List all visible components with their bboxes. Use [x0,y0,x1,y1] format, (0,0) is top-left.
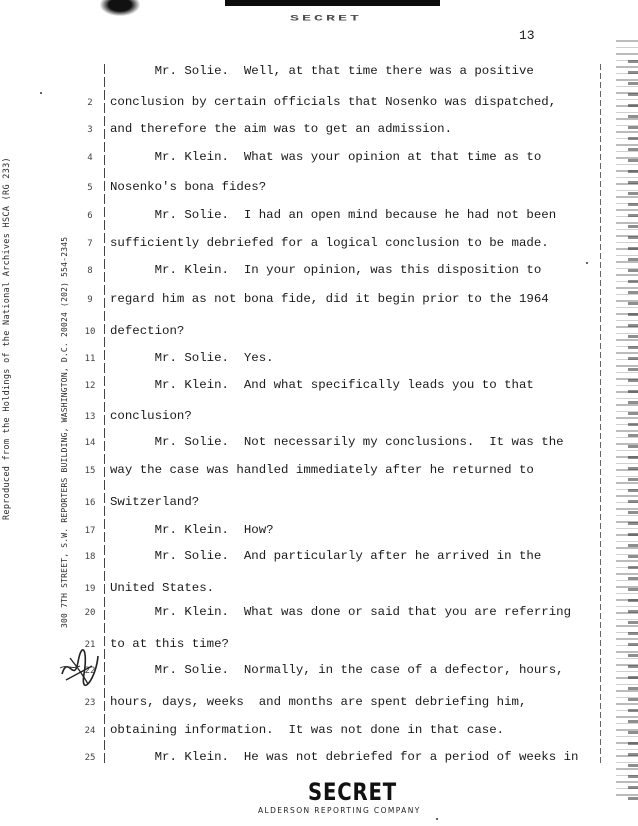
line-number: 20 [84,608,96,618]
transcript-line: Mr. Solie. And particularly after he arrived in the [110,549,542,563]
line-number: 6 [87,211,93,221]
transcript-line: way the case was handled immediately after he returned to [110,463,534,477]
line-number: 5 [87,183,93,193]
line-number: 10 [84,327,96,337]
transcript-line: Mr. Klein. In your opinion, was this disposition to [110,263,542,277]
transcript-line: Mr. Klein. What was done or said that you are referring [110,605,572,619]
transcript-line: Mr. Klein. And what specifically leads you to that [110,378,534,392]
scan-smudge [100,0,140,16]
line-number: 9 [87,295,93,305]
footer-classification: SECRET [308,778,398,806]
line-number: 12 [84,381,96,391]
transcript-line: Mr. Solie. Not necessarily my conclusions. It was the [110,435,564,449]
line-number: 22 [84,666,96,676]
left-margin-rule [104,64,105,764]
transcript-line: Switzerland? [110,495,200,509]
line-number: 3 [87,125,93,135]
transcript-line: sufficiently debriefed for a logical conclusion to be made. [110,236,549,250]
reporter-address: 300 7TH STREET, S.W. REPORTERS BUILDING, WASHINGTON, D.C. 20024 (202) 554-2345 [60,236,69,628]
transcript-line: regard him as not bona fide, did it begin prior to the 1964 [110,292,549,306]
transcript-line: obtaining information. It was not done in that case. [110,723,505,737]
line-number: 7 [87,239,93,249]
transcript-line: Mr. Klein. How? [110,523,274,537]
transcript-line: Mr. Solie. Yes. [110,351,274,365]
page-number: 13 [519,28,535,43]
scan-edge-noise [628,60,638,800]
line-number: 21 [84,640,96,650]
line-number: 8 [87,266,93,276]
transcript-line: United States. [110,581,215,595]
top-classification-stamp: SECRET [290,14,363,24]
transcript-line: Mr. Klein. He was not debriefed for a period of weeks in [110,750,579,764]
line-number: 18 [84,552,96,562]
line-number: 25 [84,753,96,763]
transcript-line: Mr. Solie. Normally, in the case of a defector, hours, [110,663,564,677]
transcript-line: conclusion? [110,409,192,423]
archive-note: Reproduced from the Holdings of the National Archives HSCA (RG 233) [2,157,12,520]
transcript-line: conclusion by certain officials that Nosenko was dispatched, [110,95,557,109]
initials-signature [58,644,102,688]
line-number: 2 [87,98,93,108]
line-number: 17 [84,526,96,536]
footer-company: ALDERSON REPORTING COMPANY [258,806,421,815]
transcript-line: Mr. Solie. I had an open mind because he had not been [110,208,557,222]
transcript-line: Nosenko's bona fides? [110,180,267,194]
transcript-line: Mr. Klein. What was your opinion at that time as to [110,150,542,164]
line-number: 15 [84,466,96,476]
line-number: 14 [84,438,96,448]
transcript-line: hours, days, weeks and months are spent debriefing him, [110,695,527,709]
line-number: 4 [87,153,93,163]
transcript-line: defection? [110,324,185,338]
scan-top-bar [225,0,440,6]
line-number: 23 [84,698,96,708]
transcript-line: and therefore the aim was to get an admission. [110,122,453,136]
line-number: 13 [84,412,96,422]
transcript-line: Mr. Solie. Well, at that time there was a positive [110,64,534,78]
line-number: 19 [84,584,96,594]
right-margin-rule [600,64,601,764]
line-number: 11 [84,354,96,364]
line-number: 24 [84,726,96,736]
line-number: 16 [84,498,96,508]
transcript-line: to at this time? [110,637,229,651]
